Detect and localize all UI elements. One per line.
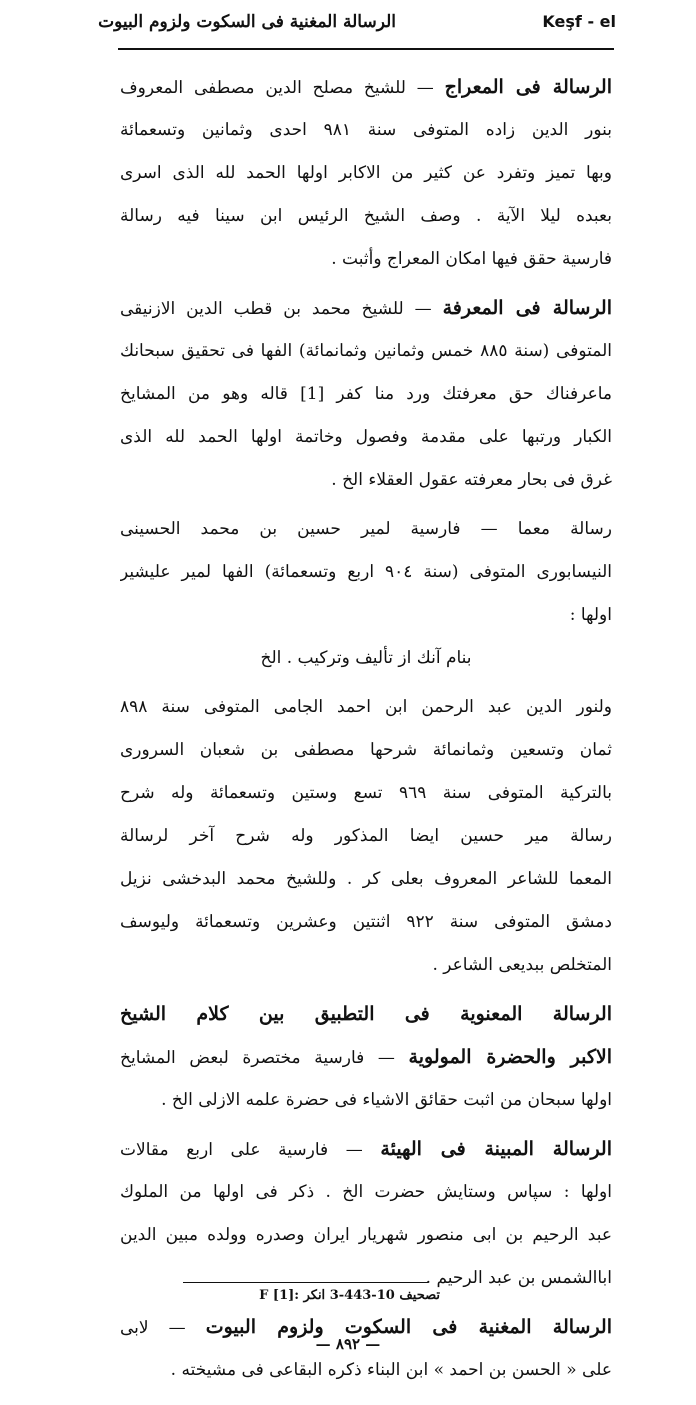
text-line (120, 993, 612, 1036)
line-text: اباالشمس بن عبد الرحيم . (425, 1268, 612, 1288)
entry-heading: الرسالة المغنية فى السكوت ولزوم البيوت (205, 1316, 612, 1338)
line-text: بنور الدين زاده المتوفى سنة ٩٨١ احدى وثمانين وتسعمائة (120, 120, 612, 140)
line-text: — لابى (120, 1318, 206, 1338)
page-number: — ٨٩٢ — (315, 1335, 381, 1353)
text-line (120, 109, 612, 152)
line-text: — فارسية على اربع مقالات (120, 1140, 381, 1160)
text-line (120, 772, 612, 815)
text-line (120, 373, 612, 416)
line-text: المعما للشاعر المعروف بعلى كر . وللشيخ محمد البدخشى نزيل (120, 869, 612, 889)
text-line (120, 508, 612, 551)
text-line (120, 551, 612, 594)
line-text: اولها : (569, 605, 612, 625)
entry-heading: الرسالة المعنوية فى التطبيق بين كلام الشيخ (120, 1003, 612, 1025)
text-line (120, 815, 612, 858)
text-line (120, 594, 612, 637)
header-rule (118, 48, 614, 50)
line-text: دمشق المتوفى سنة ٩٢٢ اثنتين وعشرين وتسعمائة وليوسف (120, 912, 612, 932)
body-text (120, 66, 612, 1392)
text-line (120, 637, 612, 680)
entry-heading: الرسالة فى المعرفة (442, 297, 612, 319)
text-line (120, 1128, 612, 1171)
line-text: رسالة مير حسين ايضا المذكور وله شرح آخر لرسالة (120, 826, 612, 846)
line-text: — فارسية مختصرة لبعض المشايخ (120, 1048, 409, 1068)
line-text: غرق فى بحار معرفته عقول العقلاء الخ . (331, 470, 612, 490)
text-line (120, 729, 612, 772)
text-line (120, 66, 612, 109)
line-text: — للشيخ مصلح الدين مصطفى المعروف (120, 78, 445, 98)
line-text: بنام آنك از تأليف وتركيب . الخ (260, 648, 472, 668)
text-line (120, 858, 612, 901)
header-title: الرسالة المغنية فى السكوت ولزوم البيوت (98, 12, 396, 32)
line-text: ثمان وتسعين وثمانمائة شرحها مصطفى بن شعبان السرورى (120, 740, 612, 760)
line-text: رسالة معما — فارسية لمير حسين بن محمد الحسينى (120, 519, 612, 539)
header-code: Keşf - el (542, 12, 616, 31)
line-text: ولنور الدين عبد الرحمن ابن احمد الجامى المتوفى سنة ٨٩٨ (120, 697, 612, 717)
text-line (120, 901, 612, 944)
text-line (120, 1349, 612, 1392)
text-line (120, 1171, 612, 1214)
line-text: بعبده ليلا الآية . وصف الشيخ الرئيس ابن سينا فيه رسالة (120, 206, 612, 226)
entry-heading: الرسالة فى المعراج (444, 76, 612, 98)
text-line (120, 330, 612, 373)
text-line (120, 459, 612, 502)
line-text: — للشيخ محمد بن قطب الدين الازنيقى (120, 299, 443, 319)
line-text: المتوفى (سنة ٨٨٥ خمس وثمانين وثمانمائة) الفها فى تحقيق سبحانك (120, 341, 612, 361)
line-text: فارسية حقق فيها امكان المعراج وأثبت . (331, 249, 612, 269)
line-text: النيسابورى المتوفى (سنة ٩٠٤ اربع وتسعمائة) الفها لمير عليشير (120, 562, 612, 582)
entry-heading: الرسالة المبينة فى الهيئة (380, 1138, 612, 1160)
entry-heading: الاكبر والحضرة المولوية (408, 1046, 612, 1068)
line-text: بالتركية المتوفى سنة ٩٦٩ تسع وستين وتسعمائة وله شرح (120, 783, 612, 803)
running-header (98, 12, 618, 40)
line-text: عبد الرحيم بن ابى منصور شهريار ايران وصدره وولده مبين الدين (120, 1225, 612, 1245)
text-line (120, 238, 612, 281)
line-text: ماعرفناك حق معرفتك ورد منا كفر [1] قاله وهو من المشايخ (120, 384, 612, 404)
line-text: المتخلص ببديعى الشاعر . (432, 955, 612, 975)
text-line (120, 686, 612, 729)
line-text: على « الحسن بن احمد » ابن البناء ذكره البقاعى فى مشيخته . (170, 1360, 612, 1380)
text-line (120, 944, 612, 987)
text-line (120, 1036, 612, 1079)
text-line (120, 1079, 612, 1122)
text-line (120, 195, 612, 238)
line-text: الكبار ورتبها على مقدمة وفصول وخاتمة اولها الحمد لله الذى (120, 427, 612, 447)
text-line (120, 152, 612, 195)
footnote: تصحيف 10-443-3 انكر :F [1] (259, 1288, 440, 1303)
line-text: وبها تميز وتفرد عن كثير من الاكابر اولها الحمد لله الذى اسرى (120, 163, 612, 183)
footnote-rule (183, 1282, 428, 1283)
text-line (120, 416, 612, 459)
text-line (120, 1214, 612, 1257)
line-text: اولها سبحان من اثبت حقائق الاشياء فى حضرة علمه الازلى الخ . (161, 1090, 612, 1110)
line-text: اولها : سپاس وستايش حضرت الخ . ذكر فى اولها من الملوك (120, 1182, 612, 1202)
text-line (120, 287, 612, 330)
